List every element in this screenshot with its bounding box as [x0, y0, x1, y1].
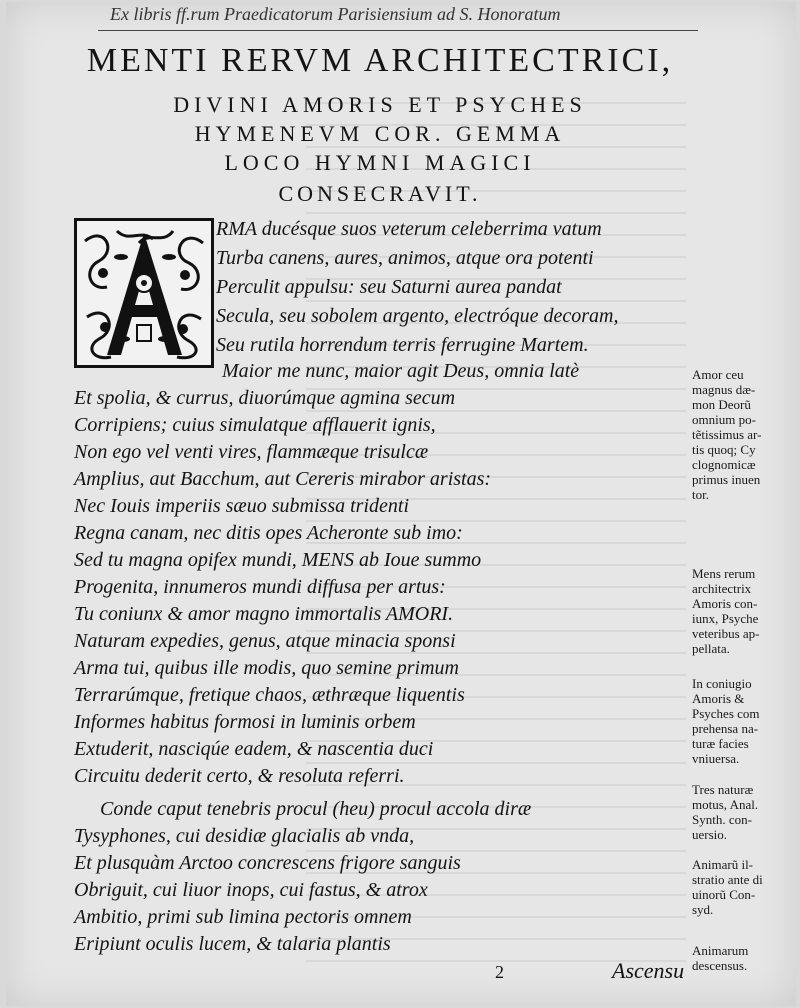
verse-line: Perculit appulsu: seu Saturni aurea pandat — [216, 276, 562, 298]
title-line-4: LOCO HYMNI MAGICI — [224, 150, 536, 175]
note-line: mon Deorũ — [692, 397, 751, 412]
note-line: architectrix — [692, 581, 752, 596]
verse-line: Turba canens, aures, animos, atque ora potenti — [216, 247, 594, 269]
verse-line: Obriguit, cui liuor inops, cui fastus, & atrox — [74, 879, 428, 901]
catchword: Ascensu — [612, 958, 685, 983]
verse-line: Arma tui, quibus ille modis, quo semine primum — [74, 657, 459, 679]
verse-line: Sed tu magna opifex mundi, MENS ab Ioue summo — [74, 549, 482, 571]
verse-line: Tysyphones, cui desidiæ glacialis ab vnda, — [74, 825, 415, 847]
note-line: Psyches com — [692, 706, 760, 721]
verse-line: Terrarúmque, fretique chaos, æthræque liquentis — [74, 684, 465, 706]
note-line: iunx, Psyche — [692, 611, 759, 626]
verse-line: Amplius, aut Bacchum, aut Cereris mirabor aristas: — [74, 468, 492, 490]
note-line: descensus. — [692, 958, 748, 973]
note-line: motus, Anal. — [692, 797, 759, 812]
ownership-inscription: Ex libris ff.rum Praedicatorum Parisiensium ad S. Honoratum — [110, 4, 561, 24]
note-line: Mens rerum — [692, 566, 756, 581]
note-line: turæ facies — [692, 736, 749, 751]
verse-line: Eripiunt oculis lucem, & talaria plantis — [74, 933, 391, 955]
verse-line: Seu rutila horrendum terris ferrugine Martem. — [216, 334, 589, 356]
note-line: tẽtissimus ar- — [692, 427, 762, 442]
note-line: omnium po- — [692, 412, 756, 427]
title-line-1: MENTI RERVM ARCHITECTRICI, — [86, 42, 674, 79]
verse-line: Naturam expedies, genus, atque minacia sponsi — [74, 630, 456, 652]
note-line: uinorũ Con- — [692, 887, 756, 902]
note-line: tis quoq; Cy — [692, 442, 756, 457]
note-line: uersio. — [692, 827, 728, 842]
note-line: veteribus ap- — [692, 626, 760, 641]
verse-line: Conde caput tenebris procul (heu) procul accola diræ — [100, 798, 532, 820]
verse-line: Maior me nunc, maior agit Deus, omnia latè — [222, 360, 580, 382]
note-line: Animarum — [692, 943, 749, 958]
note-line: stratio ante di — [692, 872, 763, 887]
verse-line: Corripiens; cuius simulatque afflauerit ignis, — [74, 414, 436, 436]
note-line: prehensa na- — [692, 721, 759, 736]
note-line: clognomicæ — [692, 457, 756, 472]
note-line: syd. — [692, 902, 714, 917]
verse-line: Informes habitus formosi in luminis orbem — [74, 711, 416, 733]
note-line: primus inuen — [692, 472, 761, 487]
note-line: vniuersa. — [692, 751, 740, 766]
note-line: tor. — [692, 487, 709, 502]
note-line: Synth. con- — [692, 812, 752, 827]
note-line: In coniugio — [692, 676, 752, 691]
margin-note-mens — [692, 566, 792, 656]
verse-line: Secula, seu sobolem argento, electróque decoram, — [216, 305, 619, 327]
verse-line: Ambitio, primi sub limina pectoris omnem — [74, 906, 412, 928]
margin-note-coniugio — [692, 676, 792, 766]
verse-line: Regna canam, nec ditis opes Acheronte sub imo: — [74, 522, 463, 544]
note-line: Amoris con- — [692, 596, 758, 611]
margin-note-animarum-illustratio — [692, 857, 792, 917]
verse-line: Et plusquàm Arctoo concrescens frigore sanguis — [74, 852, 461, 874]
note-line: Amoris & — [692, 691, 745, 706]
verse-line: Progenita, innumeros mundi diffusa per artus: — [74, 576, 446, 598]
verse-line: Et spolia, & currus, diuorúmque agmina secum — [74, 387, 456, 409]
verse-line: Nec Iouis imperiis sæuo submissa tridenti — [74, 495, 410, 517]
margin-note-motus — [692, 782, 792, 842]
verse-line: Tu coniunx & amor magno immortalis AMORI. — [74, 603, 454, 625]
note-line: pellata. — [692, 641, 730, 656]
note-line: Animarũ il- — [692, 857, 754, 872]
title-line-3: HYMENEVM COR. GEMMA — [194, 121, 566, 146]
verse-line: Extuderit, nasciqúe eadem, & nascentia duci — [74, 738, 434, 760]
verse-line: Non ego vel venti vires, flammæque trisulcæ — [74, 441, 429, 463]
margin-note-descensus — [692, 943, 792, 973]
title-line-5: CONSECRAVIT. — [278, 181, 482, 206]
note-line: Amor ceu — [692, 367, 744, 382]
verse-line: Circuitu dederit certo, & resoluta referri. — [74, 765, 405, 787]
note-line: Tres naturæ — [692, 782, 754, 797]
margin-note-amor — [692, 367, 792, 502]
title-line-2: DIVINI AMORIS ET PSYCHES — [173, 92, 587, 117]
verse-line: RMA ducésque suos veterum celeberrima vatum — [216, 218, 602, 240]
note-line: magnus dæ- — [692, 382, 756, 397]
signature-mark: 2 — [495, 962, 504, 982]
